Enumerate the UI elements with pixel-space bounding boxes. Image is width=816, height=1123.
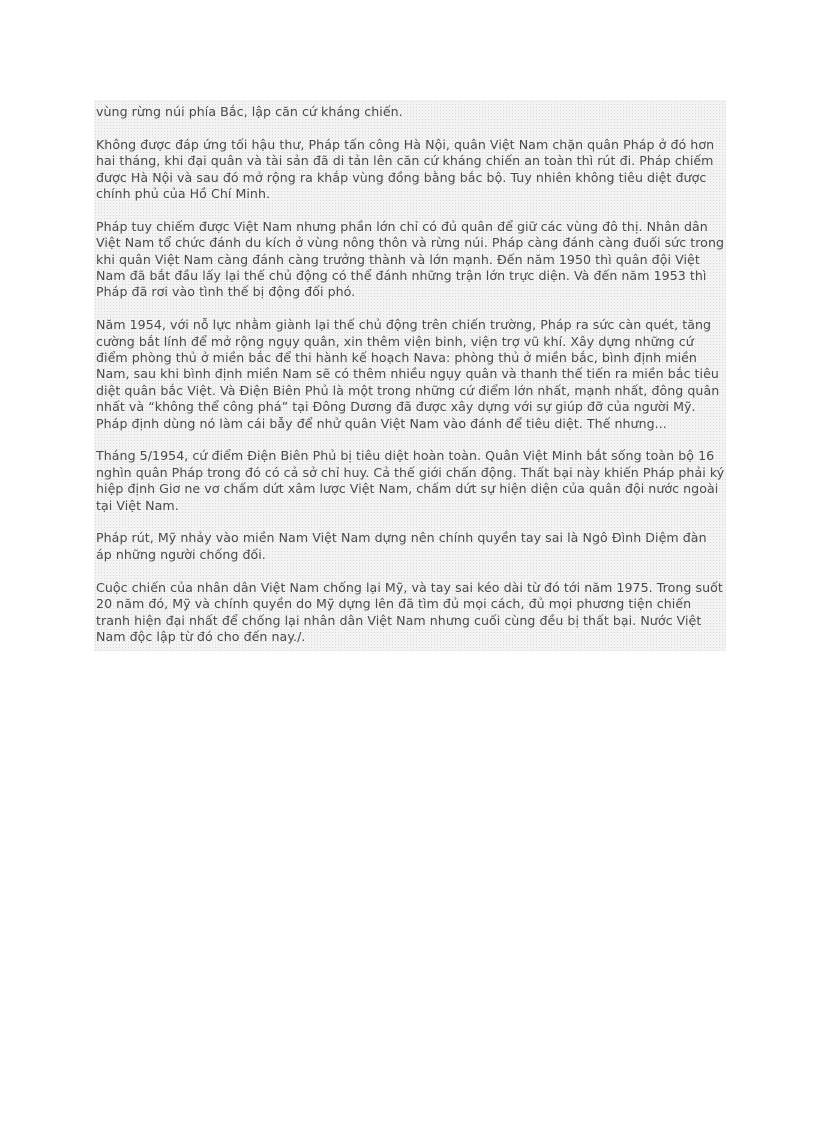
paragraph-3: Pháp tuy chiếm được Việt Nam nhưng phần lớn chỉ có đủ quân để giữ các vùng đô thị. Nhân dân Việt Nam tổ chức đánh du kích ở vùng nông thôn và rừng núi. Pháp càng đánh càng đuối sức trong khi quân Việt Nam càng đánh càng trưởng thành và lớn mạnh. Đến năm 1950 thì quân đội Việt Nam đã bắt đầu lấy lại thế chủ động có thể đánh những trận lớn trực diện. Và đến năm 1953 thì Pháp đã rơi vào tình thế bị động đối phó.	[96, 218, 725, 300]
paragraph-4: Năm 1954, với nỗ lực nhằm giành lại thế chủ động trên chiến trường, Pháp ra sức càn quét, tăng cường bắt lính để mở rộng ngụy quân, xin thêm viện binh, viện trợ vũ khí. Xây dựng những cứ điểm phòng thủ ở miền bắc để thi hành kế hoạch Nava: phòng thủ ở miền bắc, bình định miền Nam, sau khi bình định miền Nam sẽ có thêm nhiều ngụy quân và thanh thế tiến ra miền bắc tiêu diệt quân bắc Việt. Và Điện Biên Phủ là một trong những cứ điểm lớn nhất, mạnh nhất, đông quân nhất và “không thể công phá” tại Đông Dương đã được xây dựng với sự giúp đỡ của người Mỹ. Pháp định dùng nó làm cái bẫy để nhử quân Việt Nam vào đánh để tiêu diệt. Thế nhưng...	[96, 317, 720, 431]
paragraph-6: Pháp rút, Mỹ nhảy vào miền Nam Việt Nam dựng nên chính quyền tay sai là Ngô Đình Diệm đàn áp những người chống đối.	[96, 530, 707, 562]
paragraph-1: vùng rừng núi phía Bắc, lập căn cứ kháng chiến.	[96, 104, 403, 119]
document-body	[94, 100, 726, 651]
paragraph-5: Tháng 5/1954, cứ điểm Điện Biên Phủ bị tiêu diệt hoàn toàn. Quân Việt Minh bắt sống toàn bộ 16 nghìn quân Pháp trong đó có cả sở chỉ huy. Cả thế giới chấn động. Thất bại này khiến Pháp phải ký hiệp định Giơ ne vơ chấm dứt xâm lược Việt Nam, chấm dứt sự hiện diện của quân đội nước ngoài tại Việt Nam.	[96, 448, 725, 513]
paragraph-2: Không được đáp ứng tối hậu thư, Pháp tấn công Hà Nội, quân Việt Nam chặn quân Pháp ở đó hơn hai tháng, khi đại quân và tài sản đã di tản lên căn cứ kháng chiến an toàn thì rút đi. Pháp chiếm được Hà Nội và sau đó mở rộng ra khắp vùng đồng bằng bắc bộ. Tuy nhiên không tiêu diệt được chính phủ của Hồ Chí Minh.	[96, 136, 715, 202]
page-bottom-divider	[24, 1118, 792, 1119]
paragraph-7: Cuộc chiến của nhân dân Việt Nam chống lại Mỹ, và tay sai kéo dài từ đó tới năm 1975. Trong suốt 20 năm đó, Mỹ và chính quyền do Mỹ dựng lên đã tìm đủ mọi cách, đủ mọi phương tiện chiến tranh hiện đại nhất để chống lại nhân dân Việt Nam nhưng cuối cùng đều bị thất bại. Nước Việt Nam độc lập từ đó cho đến nay./.	[96, 579, 723, 644]
